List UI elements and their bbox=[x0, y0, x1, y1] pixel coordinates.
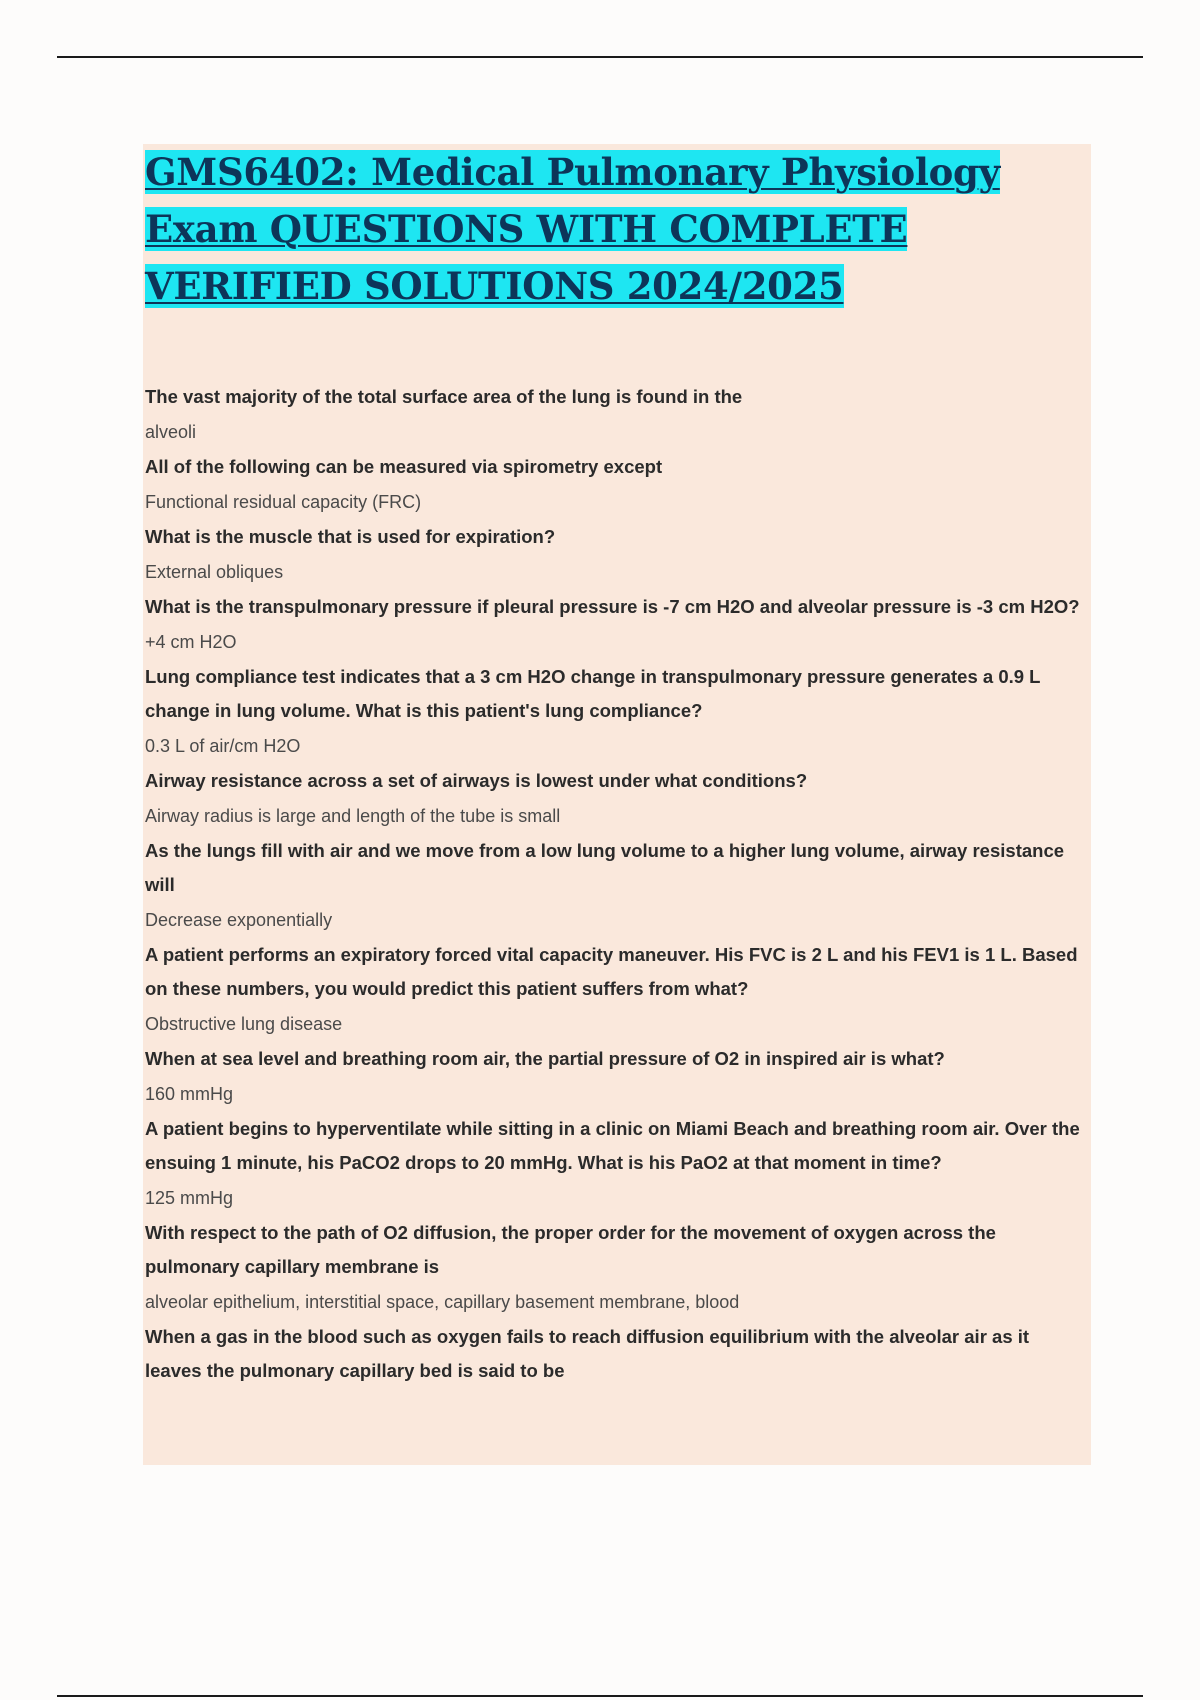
question: With respect to the path of O2 diffusion, the proper order for the movement of oxygen across the pulmonary capillary membrane is bbox=[145, 1222, 996, 1277]
question: When a gas in the blood such as oxygen fails to reach diffusion equilibrium with the alveolar air as it leaves the pulmonary capillary bed is said to be bbox=[145, 1326, 1030, 1381]
title-line-3: VERIFIED SOLUTIONS 2024/2025 bbox=[145, 264, 844, 308]
answer: External obliques bbox=[145, 562, 284, 582]
answer: Decrease exponentially bbox=[145, 910, 333, 930]
question: A patient begins to hyperventilate while sitting in a clinic on Miami Beach and breathing room air. Over the ensuing 1 minute, his PaCO2 drops to 20 mmHg. What is his PaO2 at that moment in time? bbox=[145, 1118, 1080, 1173]
answer: 160 mmHg bbox=[145, 1084, 234, 1104]
document-title bbox=[143, 144, 1075, 315]
qa-list bbox=[145, 380, 1089, 1388]
header-rule bbox=[57, 56, 1143, 58]
answer: alveolar epithelium, interstitial space, capillary basement membrane, blood bbox=[145, 1292, 740, 1312]
answer: Functional residual capacity (FRC) bbox=[145, 492, 422, 512]
answer: Obstructive lung disease bbox=[145, 1014, 343, 1034]
question: The vast majority of the total surface area of the lung is found in the bbox=[145, 386, 743, 407]
question: As the lungs fill with air and we move from a low lung volume to a higher lung volume, airway resistance will bbox=[145, 840, 1065, 895]
document-content bbox=[143, 144, 1091, 1465]
answer: Airway radius is large and length of the tube is small bbox=[145, 806, 561, 826]
question: Airway resistance across a set of airways is lowest under what conditions? bbox=[145, 770, 808, 791]
answer: 0.3 L of air/cm H2O bbox=[145, 736, 301, 756]
question: A patient performs an expiratory forced vital capacity maneuver. His FVC is 2 L and his FEV1 is 1 L. Based on these numbers, you would predict this patient suffers from what? bbox=[145, 944, 1078, 999]
question: What is the muscle that is used for expiration? bbox=[145, 526, 556, 547]
question: All of the following can be measured via spirometry except bbox=[145, 456, 663, 477]
question: When at sea level and breathing room air, the partial pressure of O2 in inspired air is what? bbox=[145, 1048, 945, 1069]
title-line-1: GMS6402: Medical Pulmonary Physiology bbox=[145, 150, 1000, 194]
answer: 125 mmHg bbox=[145, 1188, 234, 1208]
question: What is the transpulmonary pressure if pleural pressure is -7 cm H2O and alveolar pressure is -3 cm H2O? bbox=[145, 596, 1080, 617]
footer-rule bbox=[57, 1695, 1143, 1697]
answer: +4 cm H2O bbox=[145, 632, 237, 652]
answer: alveoli bbox=[145, 422, 197, 442]
title-line-2: Exam QUESTIONS WITH COMPLETE bbox=[145, 207, 908, 251]
question: Lung compliance test indicates that a 3 cm H2O change in transpulmonary pressure generates a 0.9 L change in lung volume. What is this patient's lung compliance? bbox=[145, 666, 1041, 721]
